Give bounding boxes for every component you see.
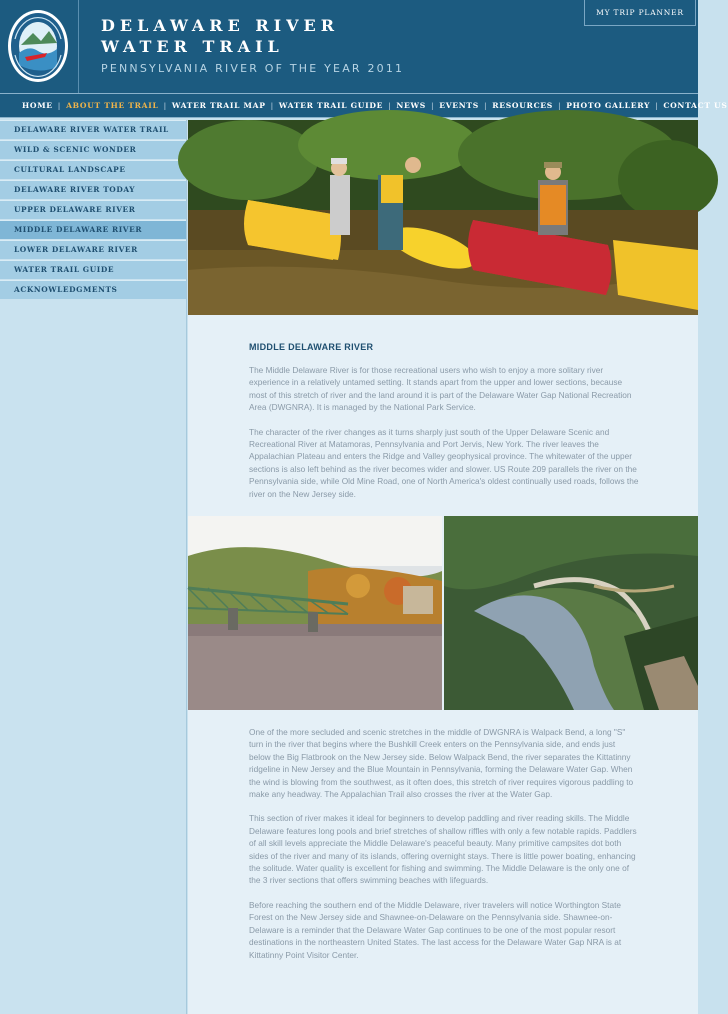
nav-separator: | — [557, 101, 562, 110]
sidebar-item-acknowledgments[interactable]: ACKNOWLEDGMENTS — [0, 280, 186, 299]
sidebar-item-lower-delaware-river[interactable]: LOWER DELAWARE RIVER — [0, 240, 186, 259]
logo-container[interactable] — [0, 0, 79, 93]
main-content — [188, 120, 698, 1014]
sidebar-item-water-trail-guide[interactable]: WATER TRAIL GUIDE — [0, 260, 186, 279]
nav-separator: | — [57, 101, 62, 110]
nav-home[interactable] — [22, 101, 66, 110]
water-trail-logo[interactable] — [7, 9, 69, 83]
nav-contact-us[interactable] — [663, 101, 727, 110]
nav-separator: | — [163, 101, 167, 110]
site-header — [0, 0, 698, 93]
nav-separator: | — [430, 101, 435, 110]
section-title: MIDDLE DELAWARE RIVER — [249, 342, 374, 352]
nav-water-trail-map[interactable] — [172, 101, 279, 110]
site-title[interactable] — [101, 15, 339, 57]
nav-water-trail-guide[interactable] — [279, 101, 397, 110]
nav-separator: | — [388, 101, 392, 110]
sidebar-item-middle-delaware-river[interactable]: MIDDLE DELAWARE RIVER — [0, 220, 186, 239]
nav-photo-gallery[interactable] — [566, 101, 663, 110]
water-gap-aerial-photo — [444, 516, 698, 710]
nav-label: NEWS — [396, 101, 426, 110]
bridge-photo-illustration — [188, 516, 442, 710]
nav-label: WATER TRAIL MAP — [171, 101, 266, 110]
nav-separator: | — [483, 101, 488, 110]
bridge-photo — [188, 516, 442, 710]
aerial-photo-illustration — [444, 516, 698, 710]
nav-label: HOME — [22, 101, 53, 110]
sidebar-item-delaware-river-water-trail[interactable]: DELAWARE RIVER WATER TRAIL — [0, 120, 186, 139]
nav-label: PHOTO GALLERY — [566, 101, 651, 110]
nav-separator: | — [270, 101, 274, 110]
nav-label: ABOUT THE TRAIL — [66, 101, 159, 110]
sidebar-item-wild-scenic-wonder[interactable]: WILD & SCENIC WONDER — [0, 140, 186, 159]
site-title-line1: DELAWARE RIVER — [101, 16, 340, 35]
paragraph-intro: The Middle Delaware River is for those recreational users who wish to enjoy a more solitary river experience in a relatively untamed setting. It stands apart from the upper and lower sections, because most of this stretch of river and the land around it is part of the Delaware Water Gap National Recreation Area (DWGNRA). It is managed by the National Park Service. — [249, 365, 632, 413]
photo-row — [188, 516, 698, 710]
nav-events[interactable] — [439, 101, 492, 110]
nav-label: RESOURCES — [492, 101, 553, 110]
walpack-section — [249, 726, 639, 973]
nav-separator: | — [655, 101, 659, 110]
paragraph-character: The character of the river changes as it turns sharply just south of the Upper Delaware Scenic and Recreational River at Matamoras, Pennsylvania and Port Jervis, New York. The river leaves the Appalachian Plateau and enters the Ridge and Valley geophysical province. The whitewater of the upper sections is also left behind as the river becomes wider and slower. US Route 209 parallels the river on the Pennsylvania side, while Old Mine Road, one of North America's oldest continually used roads, follows the river on the New Jersey side. — [249, 426, 639, 499]
sidebar-item-delaware-river-today[interactable]: DELAWARE RIVER TODAY — [0, 180, 186, 199]
paragraph-southern-end: Before reaching the southern end of the Middle Delaware, river travelers will notice Worthington State Forest on the New Jersey side and Shawnee-on-Delaware on the Pennsylvania side. Shawnee-on-Delaware is a reminder that the Delaware Water Gap continues to be one of the most popular resort destinations in the northeastern United States. The last access for the Delaware Water Gap NRA is at Kittatinny Point Visitor Center. — [249, 899, 622, 960]
paragraph-beginners: This section of river makes it ideal for beginners to develop paddling and river reading skills. The Middle Delaware features long pools and brief stretches of shallow riffles with only a few notable rapids. Paddlers of all skill levels appreciate the Middle Delaware's peaceful beauty. Many primitive campsites dot both sides of the river and many of its islands, offering overnight stays. There is little power boating, enhancing the solitude. Water quality is excellent for fishing and swimming. The Middle Delaware is the only one of the 3 river sections that offers swimming beaches with lifeguards. — [249, 813, 637, 886]
sidebar — [0, 120, 187, 1014]
intro-section — [249, 342, 639, 512]
site-title-line2: WATER TRAIL — [101, 37, 284, 56]
nav-label: EVENTS — [439, 101, 479, 110]
nav-resources[interactable] — [492, 101, 566, 110]
sidebar-item-upper-delaware-river[interactable]: UPPER DELAWARE RIVER — [0, 200, 186, 219]
nav-news[interactable] — [396, 101, 439, 110]
my-trip-planner-button[interactable]: MY TRIP PLANNER — [584, 0, 696, 26]
nav-label: WATER TRAIL GUIDE — [278, 101, 384, 110]
nav-about-the-trail[interactable] — [66, 101, 172, 110]
nav-label: CONTACT US — [663, 101, 728, 110]
hero-photo-illustration — [188, 120, 698, 315]
paragraph-walpack-bend: One of the more secluded and scenic stretches in the middle of DWGNRA is Walpack Bend, a long "S" turn in the river that begins where the Bushkill Creek enters on the Pennsylvania side, and ends just below the Big Flatbrook on the New Jersey side. Below Walpack Bend, the river separates the Kittatinny ridgeline in New Jersey and the Blue Mountain in Pennsylvania, forming the Delaware Water Gap. When the wind is blowing from the southwest, as it often does, this stretch of river requires vigorous paddling to make any headway. The Appalachian Trail also crosses the river at the Water Gap. — [249, 727, 634, 800]
hero-kayakers-photo — [188, 120, 698, 315]
site-tagline: PENNSYLVANIA RIVER OF THE YEAR 2011 — [101, 62, 405, 75]
sidebar-item-cultural-landscape[interactable]: CULTURAL LANDSCAPE — [0, 160, 186, 179]
